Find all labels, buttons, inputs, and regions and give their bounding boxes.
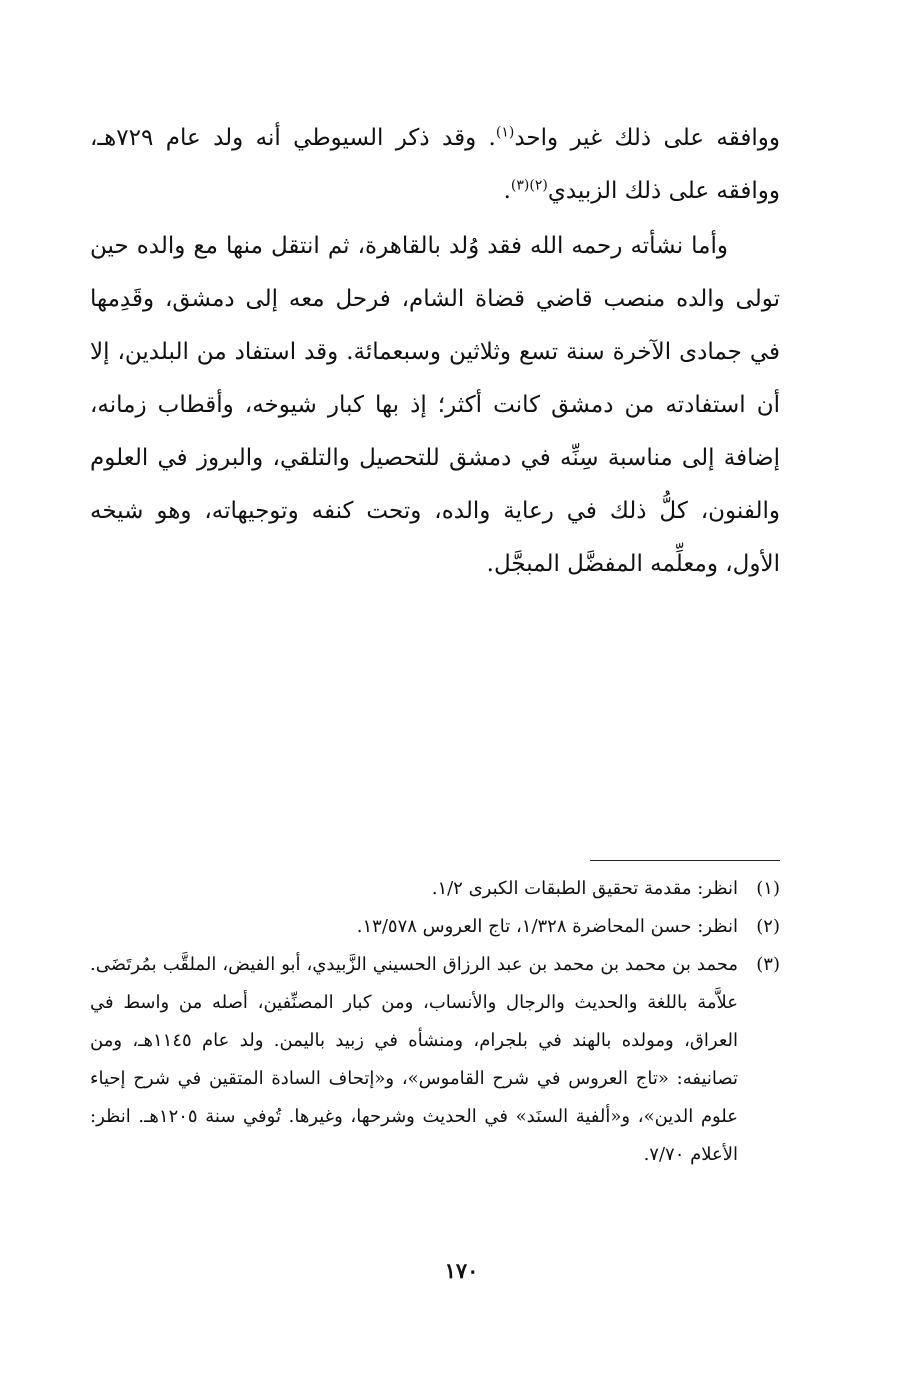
footnote-ref-1: (١) [495,124,515,141]
paragraph-1-part-1: ووافقه على ذلك غير واحد [514,125,780,151]
paragraph-1-part-3: . [503,178,511,204]
paragraph-1-part-2: . وقد ذكر السيوطي أنه ولد عام ٧٢٩هـ، ووافقه على ذلك الزبيدي [90,125,780,204]
paragraph-1 [90,112,780,218]
footnote-divider [590,860,780,861]
main-text [90,112,780,591]
footnote-1 [90,870,780,908]
footnote-number: (١) [756,878,780,899]
footnote-text: انظر: حسن المحاضرة ١/٣٢٨، تاج العروس ١٣/٥٧٨. [356,916,738,937]
footnote-3 [90,946,780,1174]
footnote-number: (٣) [756,954,780,975]
footnote-text: انظر: مقدمة تحقيق الطبقات الكبرى ١/٢. [431,878,738,899]
footnote-2 [90,908,780,946]
footnote-ref-2-3: (٢)(٣) [510,177,548,194]
footnotes [90,870,780,1174]
page-number: ١٧٠ [444,1258,479,1283]
footnote-number: (٢) [756,916,780,937]
footnote-text: محمد بن محمد بن محمد بن عبد الرزاق الحسيني الزَّبيدي، أبو الفيض، الملقَّب بمُرتَضَى. علاَّمة باللغة والحديث والرجال والأنساب، ومن كبار المصنِّفين، أصله من واسط في العراق، ومولده بالهند في بلجرام، ومنشأه في زبيد باليمن. ولد عام ١١٤٥هـ، ومن تصانيفه: «تاج العروس في شرح القاموس»، و«إتحاف السادة المتقين في شرح إحياء علوم الدين»، و«ألفية السنَد» في الحديث وشرحها، وغيرها. تُوفي سنة ١٢٠٥هـ. انظر: الأعلام ٧/٧٠. [90,954,739,1165]
paragraph-2: وأما نشأته رحمه الله فقد وُلد بالقاهرة، ثم انتقل منها مع والده حين تولى والده منصب قاضي قضاة الشام، فرحل معه إلى دمشق، وقَدِمها في جمادى الآخرة سنة تسع وثلاثين وسبعمائة. وقد استفاد من البلدين، إلا أن استفادته من دمشق كانت أكثر؛ إذ بها كبار شيوخه، وأقطاب زمانه، إضافة إلى مناسبة سِنِّه في دمشق للتحصيل والتلقي، والبروز في العلوم والفنون، كلُّ ذلك في رعاية والده، وتحت كنفه وتوجيهاته، وهو شيخه الأول، ومعلِّمه المفضَّل المبجَّل. [90,233,780,577]
